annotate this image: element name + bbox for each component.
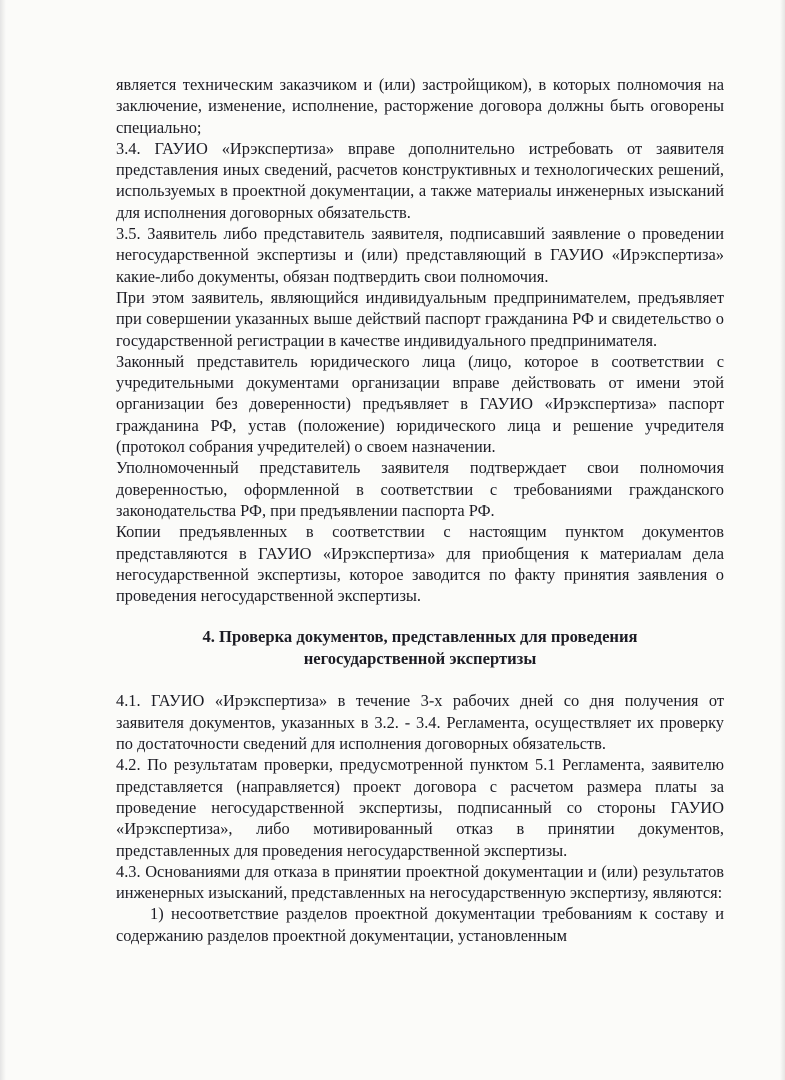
section-heading-line-1: 4. Проверка документов, представленных для проведения <box>202 627 638 647</box>
scan-edge-right <box>780 0 785 1080</box>
paragraph-4-3: 4.3. Основаниями для отказа в принятии проектной документации и (или) результатов инженерных изысканий, представленных на негосударственную экспертизу, являются: <box>116 861 724 903</box>
paragraph-individual-entrepreneur: При этом заявитель, являющийся индивидуальным предпринимателем, предъявляет при совершении указанных выше действий паспорт гражданина РФ и свидетельство о государственной регистрации в качестве индивидуального предпринимателя. <box>116 287 724 350</box>
list-item-1: 1) несоответствие разделов проектной документации требованиям к составу и содержанию разделов проектной документации, установленным <box>116 904 724 945</box>
paragraph-4-2: 4.2. По результатам проверки, предусмотренной пунктом 5.1 Регламента, заявителю представляется (направляется) проект договора с расчетом размера платы за проведение негосударственной экспертизы, подписанный со стороны ГАУИО «Ирэкспертиза», либо мотивированный отказ в принятии документов, представленных для проведения негосударственной экспертизы. <box>116 755 724 860</box>
paragraph-4-1: 4.1. ГАУИО «Ирэкспертиза» в течение 3-х рабочих дней со дня получения от заявителя документов, указанных в 3.2. - 3.4. Регламента, осуществляет их проверку по достаточности сведений для исполнения договорных обязательств. <box>116 691 724 754</box>
section-heading-4 <box>116 626 724 669</box>
paragraph-legal-representative: Законный представитель юридического лица (лицо, которое в соответствии с учредительными документами организации вправе действовать от имени этой организации без доверенности) предъявляет в ГАУИО «Ирэкспертиза» паспорт гражданина РФ, устав (положение) юридического лица и решение учредителя (протокол собрания учредителей) о своем назначении. <box>116 351 724 457</box>
document-page <box>116 74 724 946</box>
paragraph-3-4: 3.4. ГАУИО «Ирэкспертиза» вправе дополнительно истребовать от заявителя представления иных сведений, расчетов конструктивных и технологических решений, используемых в проектной документации, а также материалы инженерных изысканий для исполнения договорных обязательств. <box>116 138 724 222</box>
paragraph-continuation: является техническим заказчиком и (или) застройщиком), в которых полномочия на заключение, изменение, исполнение, расторжение договора должны быть оговорены специально; <box>116 75 724 137</box>
scan-edge-left <box>0 0 6 1080</box>
paragraph-authorized-representative: Уполномоченный представитель заявителя подтверждает свои полномочия доверенностью, оформленной в соответствии с требованиями гражданского законодательства РФ, при предъявлении паспорта РФ. <box>116 458 724 520</box>
paragraph-copies: Копии предъявленных в соответствии с настоящим пунктом документов представляются в ГАУИО «Ирэкспертиза» для приобщения к материалам дела негосударственной экспертизы, которое заводится по факту принятия заявления о проведения негосударственной экспертизы. <box>116 522 724 606</box>
paragraph-3-5: 3.5. Заявитель либо представитель заявителя, подписавший заявление о проведении негосударственной экспертизы и (или) представляющий в ГАУИО «Ирэкспертиза» какие-либо документы, обязан подтвердить свои полномочия. <box>116 224 724 286</box>
section-heading-line-2: негосударственной экспертизы <box>303 648 537 668</box>
